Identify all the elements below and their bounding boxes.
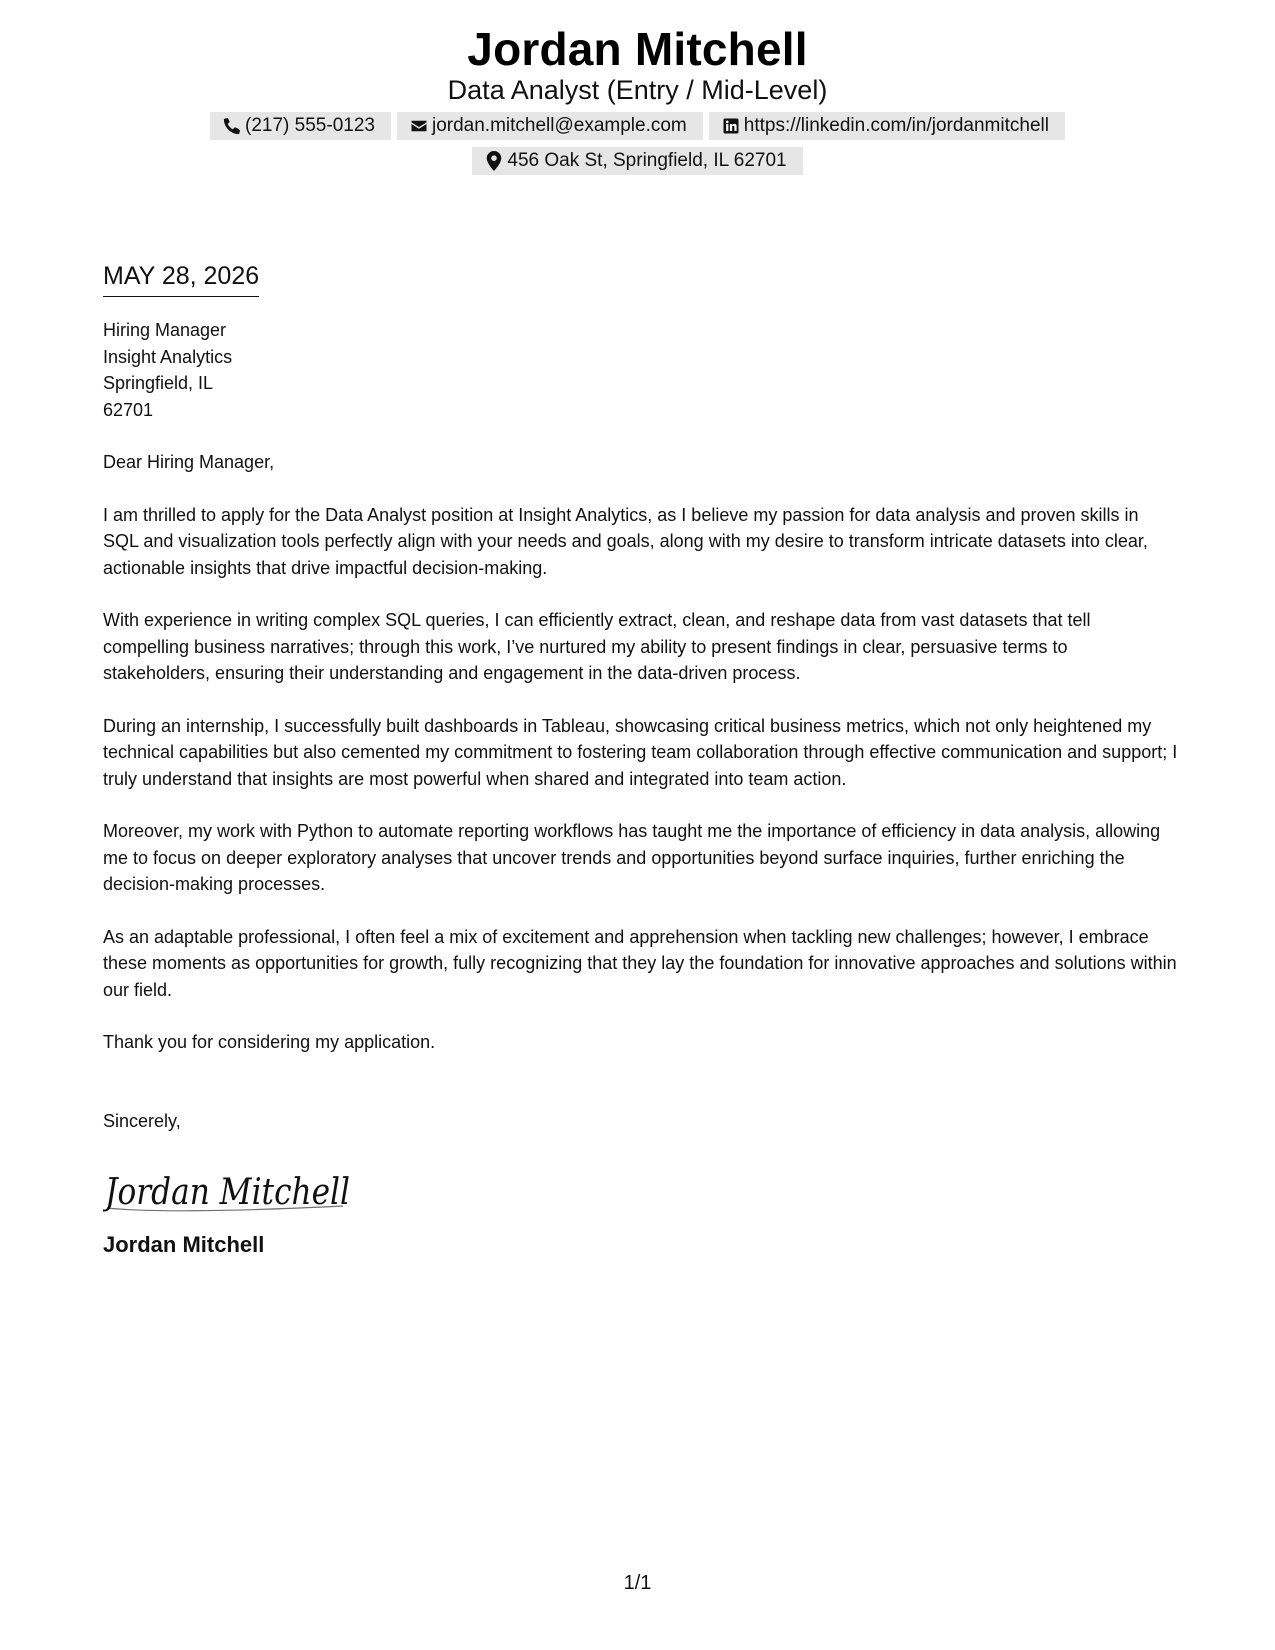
linkedin-icon [721,116,741,136]
body-paragraph: During an internship, I successfully built dashboards in Tableau, showcasing critical business metrics, which not only heightened my technical capabilities but also cemented my commitment to fostering team collaboration through effective communication and support; I truly understand that insights are most powerful when shared and integrated into team action. [103,715,1178,789]
map-pin-icon [484,151,504,171]
handwritten-signature [103,1162,1178,1218]
contact-linkedin[interactable] [709,112,1065,140]
body-paragraph: With experience in writing complex SQL queries, I can efficiently extract, clean, and reshape data from vast datasets that tell compelling business narratives; through this work, I’ve nurtured my ability to present findings in clear, persuasive terms to stakeholders, ensuring their understanding and engagement in the data-driven process. [103,610,1091,683]
contact-row-address [0,147,1275,175]
letter-date: MAY 28, 2026 [103,260,259,297]
contact-address [472,147,802,175]
body-paragraph: I am thrilled to apply for the Data Analyst position at Insight Analytics, as I believe my passion for data analysis and proven skills in SQL and visualization tools perfectly align with your needs and goals, along with my desire to transform intricate datasets into clear, actionable insights that drive impactful decision-making. [103,504,1148,578]
recipient-line: Insight Analytics [103,346,233,367]
contact-address-text: 456 Oak St, Springfield, IL 62701 [507,150,787,171]
contact-linkedin-text: https://linkedin.com/in/jordanmitchell [743,115,1049,136]
contact-email-text: jordan.mitchell@example.com [431,115,687,136]
body-paragraph: Moreover, my work with Python to automate reporting workflows has taught me the importance of efficiency in data analysis, allowing me to focus on deeper exploratory analyses that uncover trends and opportunities beyond surface inquiries, further enriching the decision-making processes. [103,821,1161,894]
recipient-line: Hiring Manager [103,320,227,340]
recipient-block [103,317,1178,423]
page-number: 1/1 [623,1572,652,1594]
contact-phone-text: (217) 555-0123 [245,115,375,136]
svg-text:Jordan Mitchell: Jordan Mitchell [103,1172,350,1213]
contact-phone [210,112,391,140]
applicant-name: Jordan Mitchell [467,23,808,75]
thanks-line: Thank you for considering my application. [103,1032,436,1052]
contact-email[interactable] [397,112,703,140]
letter-body [103,260,1178,1259]
closing: Sincerely, [103,1110,181,1131]
envelope-icon [409,116,429,136]
letter-header [0,22,1275,175]
recipient-line: 62701 [103,399,154,420]
recipient-line: Springfield, IL [103,373,214,393]
applicant-title: Data Analyst (Entry / Mid-Level) [447,75,828,105]
contact-row [0,112,1275,140]
body-paragraph: As an adaptable professional, I often feel a mix of excitement and apprehension when tackling new challenges; however, I embrace these moments as opportunities for growth, fully recognizing that they lay the foundation for innovative approaches and solutions within our field. [103,926,1177,1000]
signed-name: Jordan Mitchell [103,1232,265,1257]
salutation: Dear Hiring Manager, [103,452,275,472]
phone-icon [222,116,242,136]
